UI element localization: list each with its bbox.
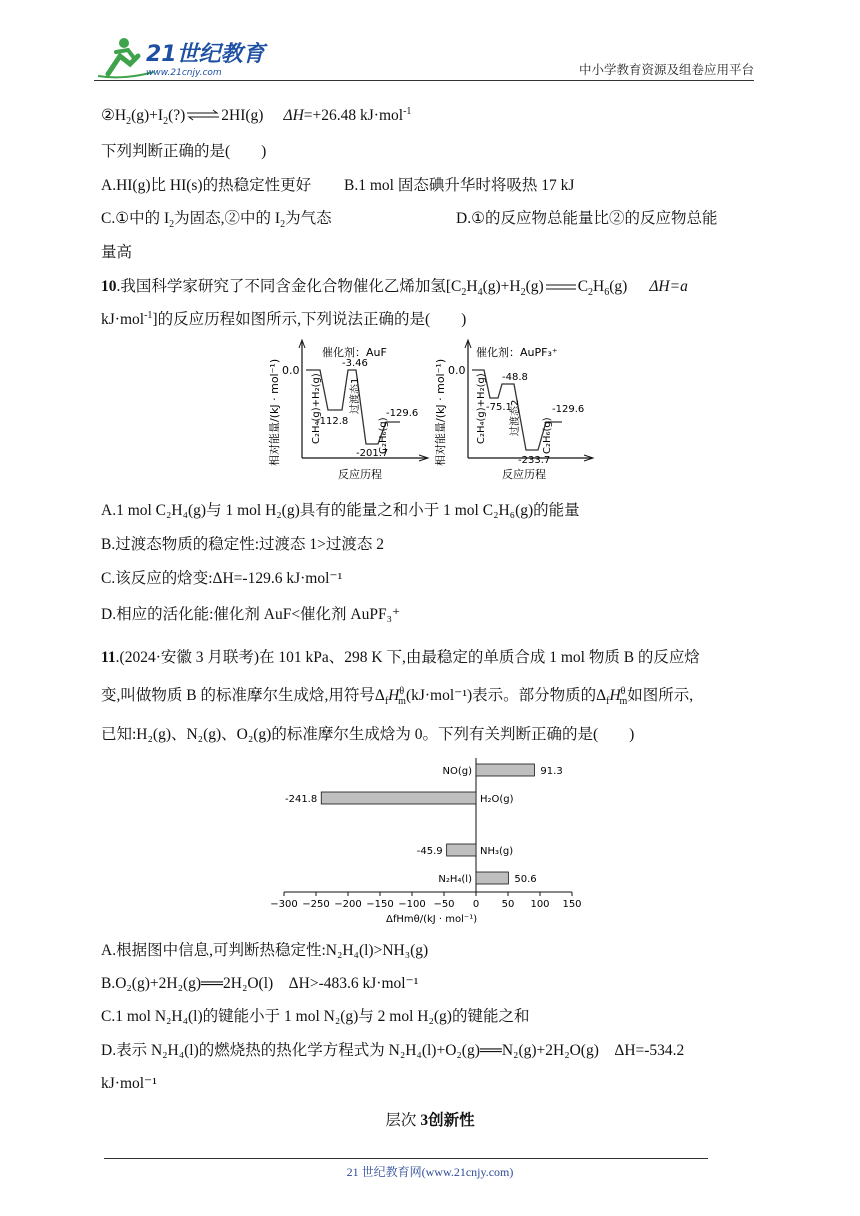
x-tick-label: −200 [334,899,362,910]
section-title: 层次 3创新性 [385,1112,475,1129]
x-tick-label: 100 [530,899,550,910]
x-tick-label: −100 [398,899,426,910]
value-label-left-ts: -3.46 [342,358,368,369]
q9-option-b: B.1 mol 固态碘升华时将吸热 17 kJ [344,177,575,194]
value-label-right-low: -233.7 [518,455,551,466]
x-axis-title: ΔfHmθ/(kJ · mol⁻¹) [386,914,478,925]
q11-stem-line3: 已知:H₂(g)、N₂(g)、O₂(g)的标准摩尔生成焓为 0。下列有关判断正确的是( ) [101,726,635,743]
reactant-label-right: C₂H₄(g)+H₂(g) [476,373,487,444]
value-label: 50.6 [514,874,537,885]
enthalpy-bar-chart [270,756,596,933]
x-axis-label-right: 反应历程 [502,468,546,481]
equals-arrow-icon [544,277,578,297]
q10-option-d: D.相应的活化能:催化剂 AuF<催化剂 AuPF₃⁺ [101,606,401,623]
q9-option-d: D.①的反应物总能量比②的反应物总能 [456,210,718,227]
footer-link[interactable]: 21 世纪教育网(www.21cnjy.com) [346,1165,514,1179]
q10-option-b: B.过渡态物质的稳定性:过渡态 1>过渡态 2 [101,536,385,553]
footer-divider [104,1158,708,1159]
reactant-label-left: C₂H₄(g)+H₂(g) [311,373,322,444]
x-tick-label: −150 [366,899,394,910]
bar-1 [321,792,476,804]
q9-equation-2: $②H_2(g)+I_2(?)$ 2HI(g) ΔH=+26.48 kJ·mol$^{-1}$ [101,105,412,128]
x-tick-label: 0 [472,899,480,910]
energy-profile-aupf3 [433,340,593,481]
value-label-right-int: -75.1 [486,402,512,413]
q11-stem-line1: 11.(2024·安徽 3 月联考)在 101 kPa、298 K 下,由最稳定的单质合成 1 mol 物质 B 的反应焓 [101,649,700,666]
q11-option-a: A.根据图中信息,可判断热稳定性:N₂H₄(l)>NH₃(g) [101,942,429,959]
x-tick-label: 50 [501,899,515,910]
q9-option-a: A.HI(g)比 HI(s)的热稳定性更好 [101,177,312,194]
q11-option-d-cont: kJ·mol⁻¹ [101,1075,157,1092]
site-logo [94,34,264,80]
logo-url-text: www.21cnjy.com [146,68,222,78]
value-label-left-low: -201.7 [356,448,389,459]
category-label: N₂H₄(l) [438,874,472,885]
zero-label-left: 0.0 [282,364,300,377]
ts-label-left: 过渡态1 [350,377,361,414]
q11-stem-line2: 变,叫做物质 B 的标准摩尔生成焓,用符号$\Delta_fH^\theta_m(kJ\cdot mol^{-1})$表示。部分物质的$\Delta_fH^\theta_m$如图所示, [101,685,694,708]
q10-stem-line1: 10.我国科学家研究了不同含金化合物催化乙烯加氢[$C_2H_4(g)+H_2(g)$ $C_2H_6(g)$ ΔH=a [101,278,688,299]
category-label: NO(g) [442,766,472,777]
x-axis-label-left: 反应历程 [338,468,382,481]
x-tick-label: −50 [433,899,455,910]
category-label: NH₃(g) [480,846,514,857]
q11-option-b: B.O₂(g)+2H₂(g)══2H₂O(l) ΔH>-483.6 kJ·mol⁻¹ [101,975,419,992]
energy-profile-figure [262,336,602,491]
q9-stem: 下列判断正确的是( ) [101,143,267,160]
q10-option-a: A.1 mol C₂H₄(g)与 1 mol H₂(g)具有的能量之和小于 1 mol C₂H₆(g)的能量 [101,502,580,519]
zero-label-right: 0.0 [448,364,466,377]
bar-2 [447,844,476,856]
q10-stem-line2: kJ·mol$^{-1}$]的反应历程如图所示,下列说法正确的是( ) [101,309,467,328]
q9-option-c: C.①中的 $I_2$为固态,②中的 $I_2$为气态 [101,210,332,231]
bar-3 [476,872,508,884]
platform-name: 中小学教育资源及组卷应用平台 [578,62,754,77]
q11-option-d: D.表示 N₂H₄(l)的燃烧热的热化学方程式为 N₂H₄(l)+O₂(g)══N₂(g)+2H₂O(g) ΔH=-534.2 [101,1042,685,1059]
catalyst-label-left: 催化剂：AuF [322,346,387,359]
x-tick-label: 150 [562,899,582,910]
value-label-left-end: -129.6 [386,408,419,419]
x-tick-label: −250 [302,899,330,910]
product-label-right: C₂H₆(g) [542,417,553,454]
category-label: H₂O(g) [480,794,514,805]
value-label: -241.8 [284,794,318,805]
value-label-right-ts: -48.8 [502,372,528,383]
value-label: 91.3 [540,766,563,777]
bar-0 [476,764,534,776]
q11-option-c: C.1 mol N₂H₄(l)的键能小于 1 mol N₂(g)与 2 mol H₂(g)的键能之和 [101,1008,530,1025]
catalyst-label-right: 催化剂：AuPF₃⁺ [476,346,558,359]
x-tick-label: −300 [270,899,298,910]
header-divider [94,80,754,81]
value-label-right-end: -129.6 [552,404,585,415]
reversible-arrow-icon [185,106,221,126]
energy-profile-auf [267,340,428,481]
q9-option-d-cont: 量高 [101,244,133,261]
y-axis-label-right: 相对能量/(kJ · mol⁻¹) [434,358,447,466]
ts-label-right: 过渡态2 [510,399,521,436]
value-label: -45.9 [416,846,443,857]
y-axis-label-left: 相对能量/(kJ · mol⁻¹) [268,358,281,466]
value-label-left-int: -112.8 [316,416,349,427]
logo-main-text: 21世纪教育 [146,42,265,67]
q10-option-c: C.该反应的焓变:ΔH=-129.6 kJ·mol⁻¹ [101,570,343,587]
product-label-left: C₂H₆(g) [378,417,389,454]
